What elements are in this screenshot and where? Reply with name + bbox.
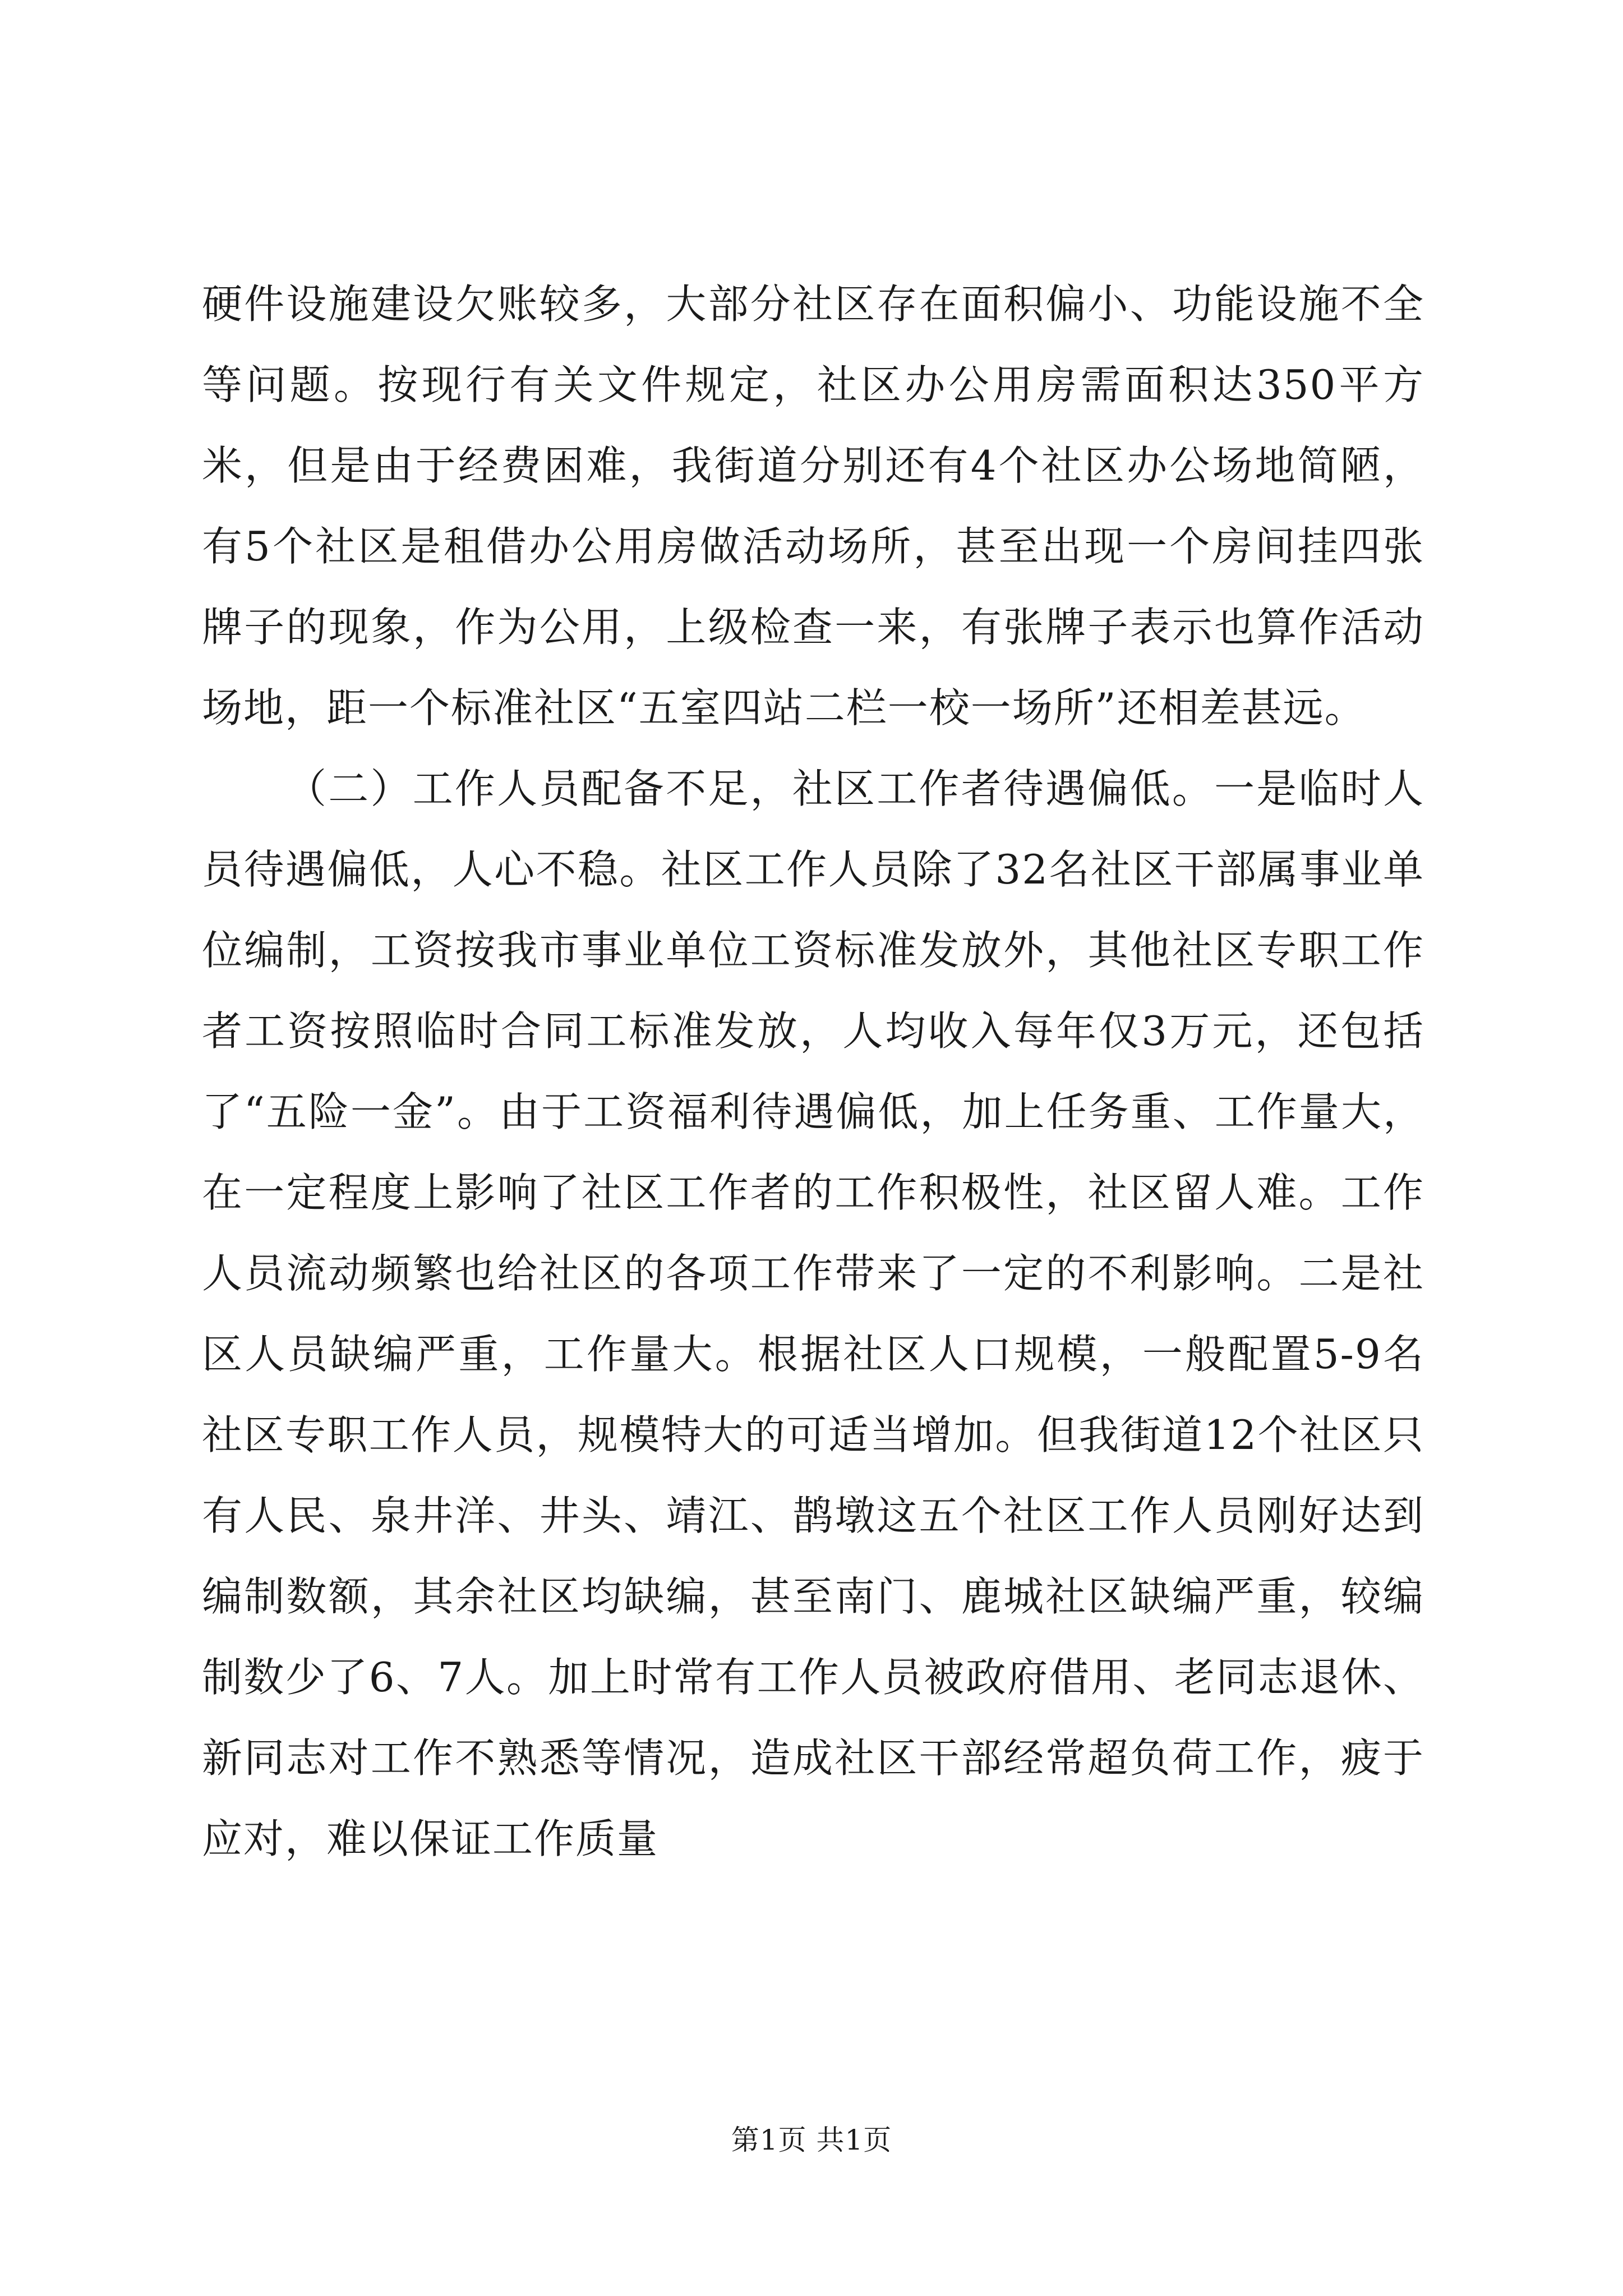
- paragraph-facilities: 硬件设施建设欠账较多，大部分社区存在面积偏小、功能设施不全等问题。按现行有关文件规定，社区办公用房需面积达350平方米，但是由于经费困难，我街道分别还有4个社区办公场地简陋，有5个社区是租借办公用房做活动场所，甚至出现一个房间挂四张牌子的现象，作为公用，上级检查一来，有张牌子表示也算作活动场地，距一个标准社区“五室四站二栏一校一场所”还相差甚远。: [202, 280, 1424, 731]
- document-body: [202, 264, 1424, 1879]
- page-footer: 第1页 共1页: [731, 2124, 892, 2156]
- paragraph-staffing: （二）工作人员配备不足，社区工作者待遇偏低。一是临时人员待遇偏低，人心不稳。社区工作人员除了32名社区干部属事业单位编制，工资按我市事业单位工资标准发放外，其他社区专职工作者工资按照临时合同工标准发放，人均收入每年仅3万元，还包括了“五险一金”。由于工资福利待遇偏低，加上任务重、工作量大，在一定程度上影响了社区工作者的工作积极性，社区留人难。工作人员流动频繁也给社区的各项工作带来了一定的不利影响。二是社区人员缺编严重，工作量大。根据社区人口规模，一般配置5-9名社区专职工作人员，规模特大的可适当增加。但我街道12个社区只有人民、泉井洋、井头、靖江、鹊墩这五个社区工作人员刚好达到编制数额，其余社区均缺编，甚至南门、鹿城社区缺编严重，较编制数少了6、7人。加上时常有工作人员被政府借用、老同志退休、新同志对工作不熟悉等情况，造成社区干部经常超负荷工作，疲于应对，难以保证工作质量: [202, 765, 1424, 1862]
